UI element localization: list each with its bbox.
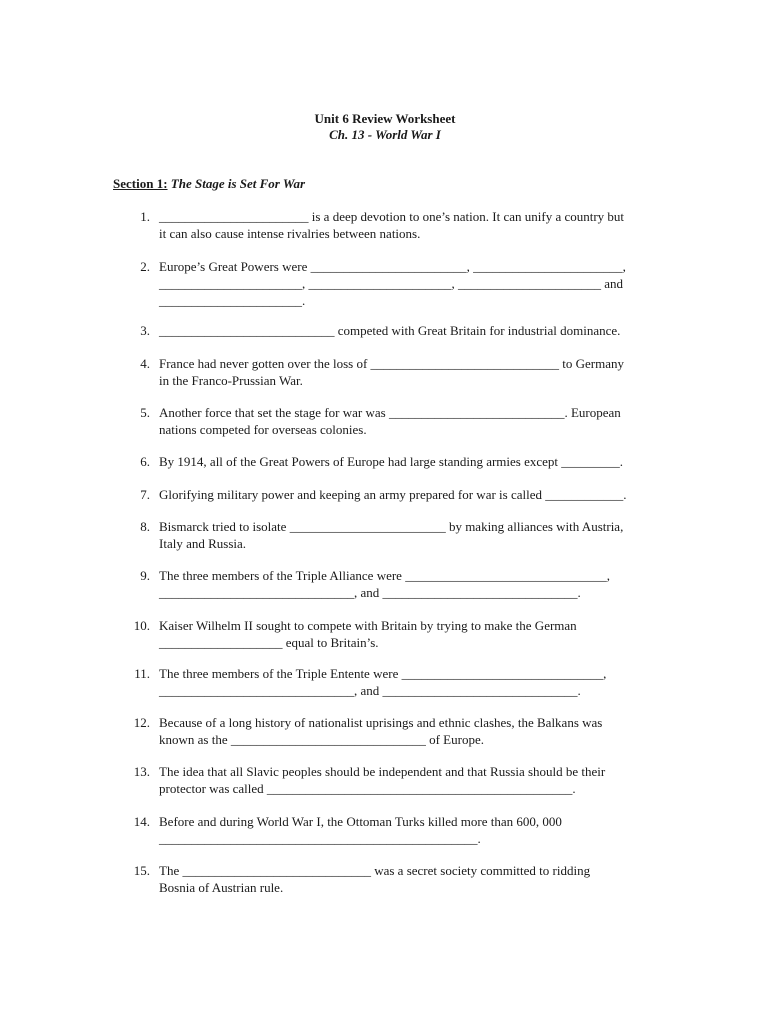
question-number: 5. xyxy=(140,405,150,420)
question-text: Kaiser Wilhelm II sought to compete with Britain by trying to make the German ___________________ equal to Britain’s. xyxy=(159,618,577,650)
question-text: The three members of the Triple Entente were _______________________________, ______________________________, and ______________________________. xyxy=(159,666,607,698)
question-text: Glorifying military power and keeping an army prepared for war is called ____________. xyxy=(159,487,627,502)
question-text: ___________________________ competed with Great Britain for industrial dominance. xyxy=(159,323,621,338)
question-2 xyxy=(128,258,668,309)
question-text: By 1914, all of the Great Powers of Europe had large standing armies except _________. xyxy=(159,454,624,469)
question-text: Europe’s Great Powers were ________________________, _______________________, ______________________, ______________________, ______________________ and ______________________. xyxy=(159,259,626,308)
question-number: 11. xyxy=(134,666,150,681)
question-text: The _____________________________ was a secret society committed to ridding Bosnia of Austrian rule. xyxy=(159,863,591,895)
question-number: 8. xyxy=(140,519,150,534)
question-7 xyxy=(128,486,668,503)
question-14 xyxy=(128,813,668,847)
question-number: 9. xyxy=(140,568,150,583)
question-number: 1. xyxy=(140,209,150,224)
question-text: Because of a long history of nationalist uprisings and ethnic clashes, the Balkans was known as the ______________________________ of Europe. xyxy=(159,715,603,747)
page-subtitle: Ch. 13 - World War I xyxy=(329,127,441,142)
question-12 xyxy=(128,714,668,748)
question-4 xyxy=(128,355,668,389)
question-3 xyxy=(128,322,668,339)
question-text: Another force that set the stage for war was ___________________________. European nations competed for overseas colonies. xyxy=(159,405,621,437)
page-title: Unit 6 Review Worksheet xyxy=(314,111,456,126)
question-15 xyxy=(128,862,668,896)
question-number: 13. xyxy=(133,764,150,779)
question-number: 15. xyxy=(133,863,150,878)
section-name: The Stage is Set For War xyxy=(170,176,306,191)
question-10 xyxy=(128,617,668,651)
question-text: The three members of the Triple Alliance were _______________________________, ______________________________, and ______________________________. xyxy=(159,568,610,600)
question-number: 12. xyxy=(133,715,150,730)
question-13 xyxy=(128,763,668,797)
question-text: France had never gotten over the loss of _____________________________ to Germany in the Franco-Prussian War. xyxy=(159,356,625,388)
question-number: 4. xyxy=(140,356,150,371)
question-number: 7. xyxy=(140,487,150,502)
question-11 xyxy=(128,665,668,699)
question-number: 10. xyxy=(133,618,150,633)
question-number: 14. xyxy=(133,814,150,829)
question-number: 6. xyxy=(140,454,150,469)
question-text: Bismarck tried to isolate ________________________ by making alliances with Austria, Italy and Russia. xyxy=(159,519,624,551)
question-1 xyxy=(128,208,668,242)
question-5 xyxy=(128,404,668,438)
question-text: _______________________ is a deep devotion to one’s nation. It can unify a country but it can also cause intense rivalries between nations. xyxy=(159,209,625,241)
question-9 xyxy=(128,567,668,601)
section-label: Section 1: xyxy=(113,176,168,191)
question-6 xyxy=(128,453,668,470)
question-text: Before and during World War I, the Ottoman Turks killed more than 600, 000 _________________________________________________. xyxy=(159,814,562,846)
question-number: 2. xyxy=(140,259,150,274)
question-8 xyxy=(128,518,668,552)
question-text: The idea that all Slavic peoples should be independent and that Russia should be their protector was called _______________________________________________. xyxy=(159,764,606,796)
question-number: 3. xyxy=(140,323,150,338)
section-heading xyxy=(113,176,305,192)
